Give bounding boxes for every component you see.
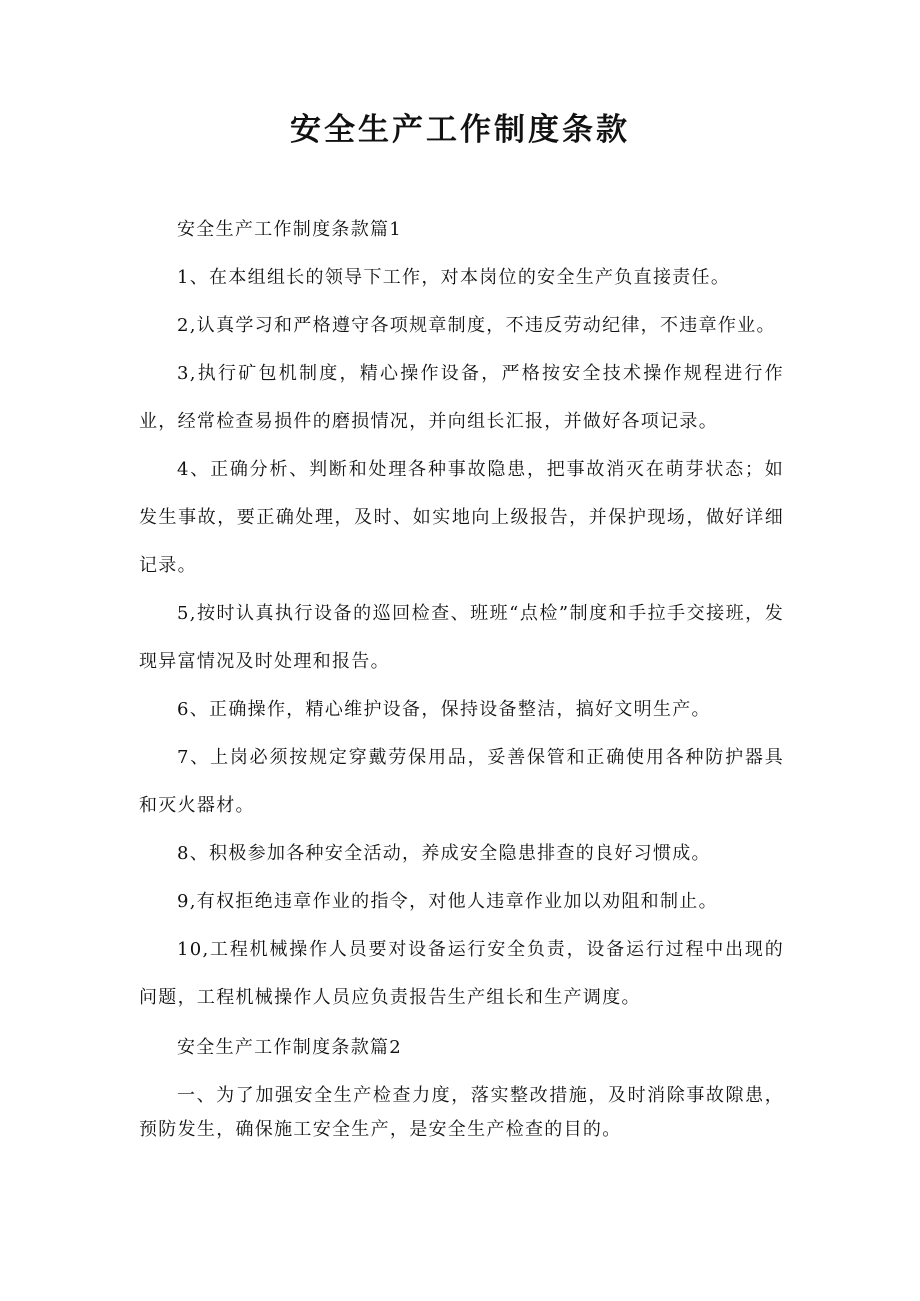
- paragraph-item-2: 2,认真学习和严格遵守各项规章制度，不违反劳动纪律，不违章作业。: [177, 315, 776, 336]
- paragraph-item-6: 6、正确操作，精心维护设备，保持设备整洁，搞好文明生产。: [177, 699, 711, 720]
- paragraph-item-5: 5,按时认真执行设备的巡回检查、班班“点检”制度和手拉手交接班，发现异富情况及时处理和报告。: [139, 603, 784, 672]
- paragraph-item-10: 10,工程机械操作人员要对设备运行安全负责，设备运行过程中出现的问题，工程机械操作人员应负责报告生产组长和生产调度。: [139, 939, 784, 1008]
- paragraph-item-1: 1、在本组组长的领导下工作，对本岗位的安全生产负直接责任。: [177, 267, 731, 288]
- paragraph-section2-item-1: 一、为了加强安全生产检查力度，落实整改措施，及时消除事故隙患，预防发生，确保施工安全生产，是安全生产检查的目的。: [139, 1085, 784, 1140]
- paragraph-item-3: 3,执行矿包机制度，精心操作设备，严格按安全技术操作规程进行作业，经常检查易损件的磨损情况，并向组长汇报，并做好各项记录。: [139, 363, 784, 432]
- paragraph-item-8: 8、积极参加各种安全活动，养成安全隐患排查的良好习惯成。: [177, 843, 711, 864]
- section-heading-2: 安全生产工作制度条款篇2: [177, 1037, 403, 1058]
- document-body: [139, 204, 784, 1147]
- paragraph-item-7: 7、上岗必须按规定穿戴劳保用品，妥善保管和正确使用各种防护器具和灭火器材。: [139, 747, 784, 816]
- document-title: 安全生产工作制度条款: [290, 112, 630, 148]
- section-heading-1: 安全生产工作制度条款篇1: [177, 219, 403, 240]
- paragraph-item-9: 9,有权拒绝违章作业的指令，对他人违章作业加以劝阻和制止。: [177, 891, 718, 912]
- paragraph-item-4: 4、正确分析、判断和处理各种事故隐患，把事故消灭在萌芽状态；如发生事故，要正确处理，及时、如实地向上级报告，并保护现场，做好详细记录。: [139, 459, 784, 576]
